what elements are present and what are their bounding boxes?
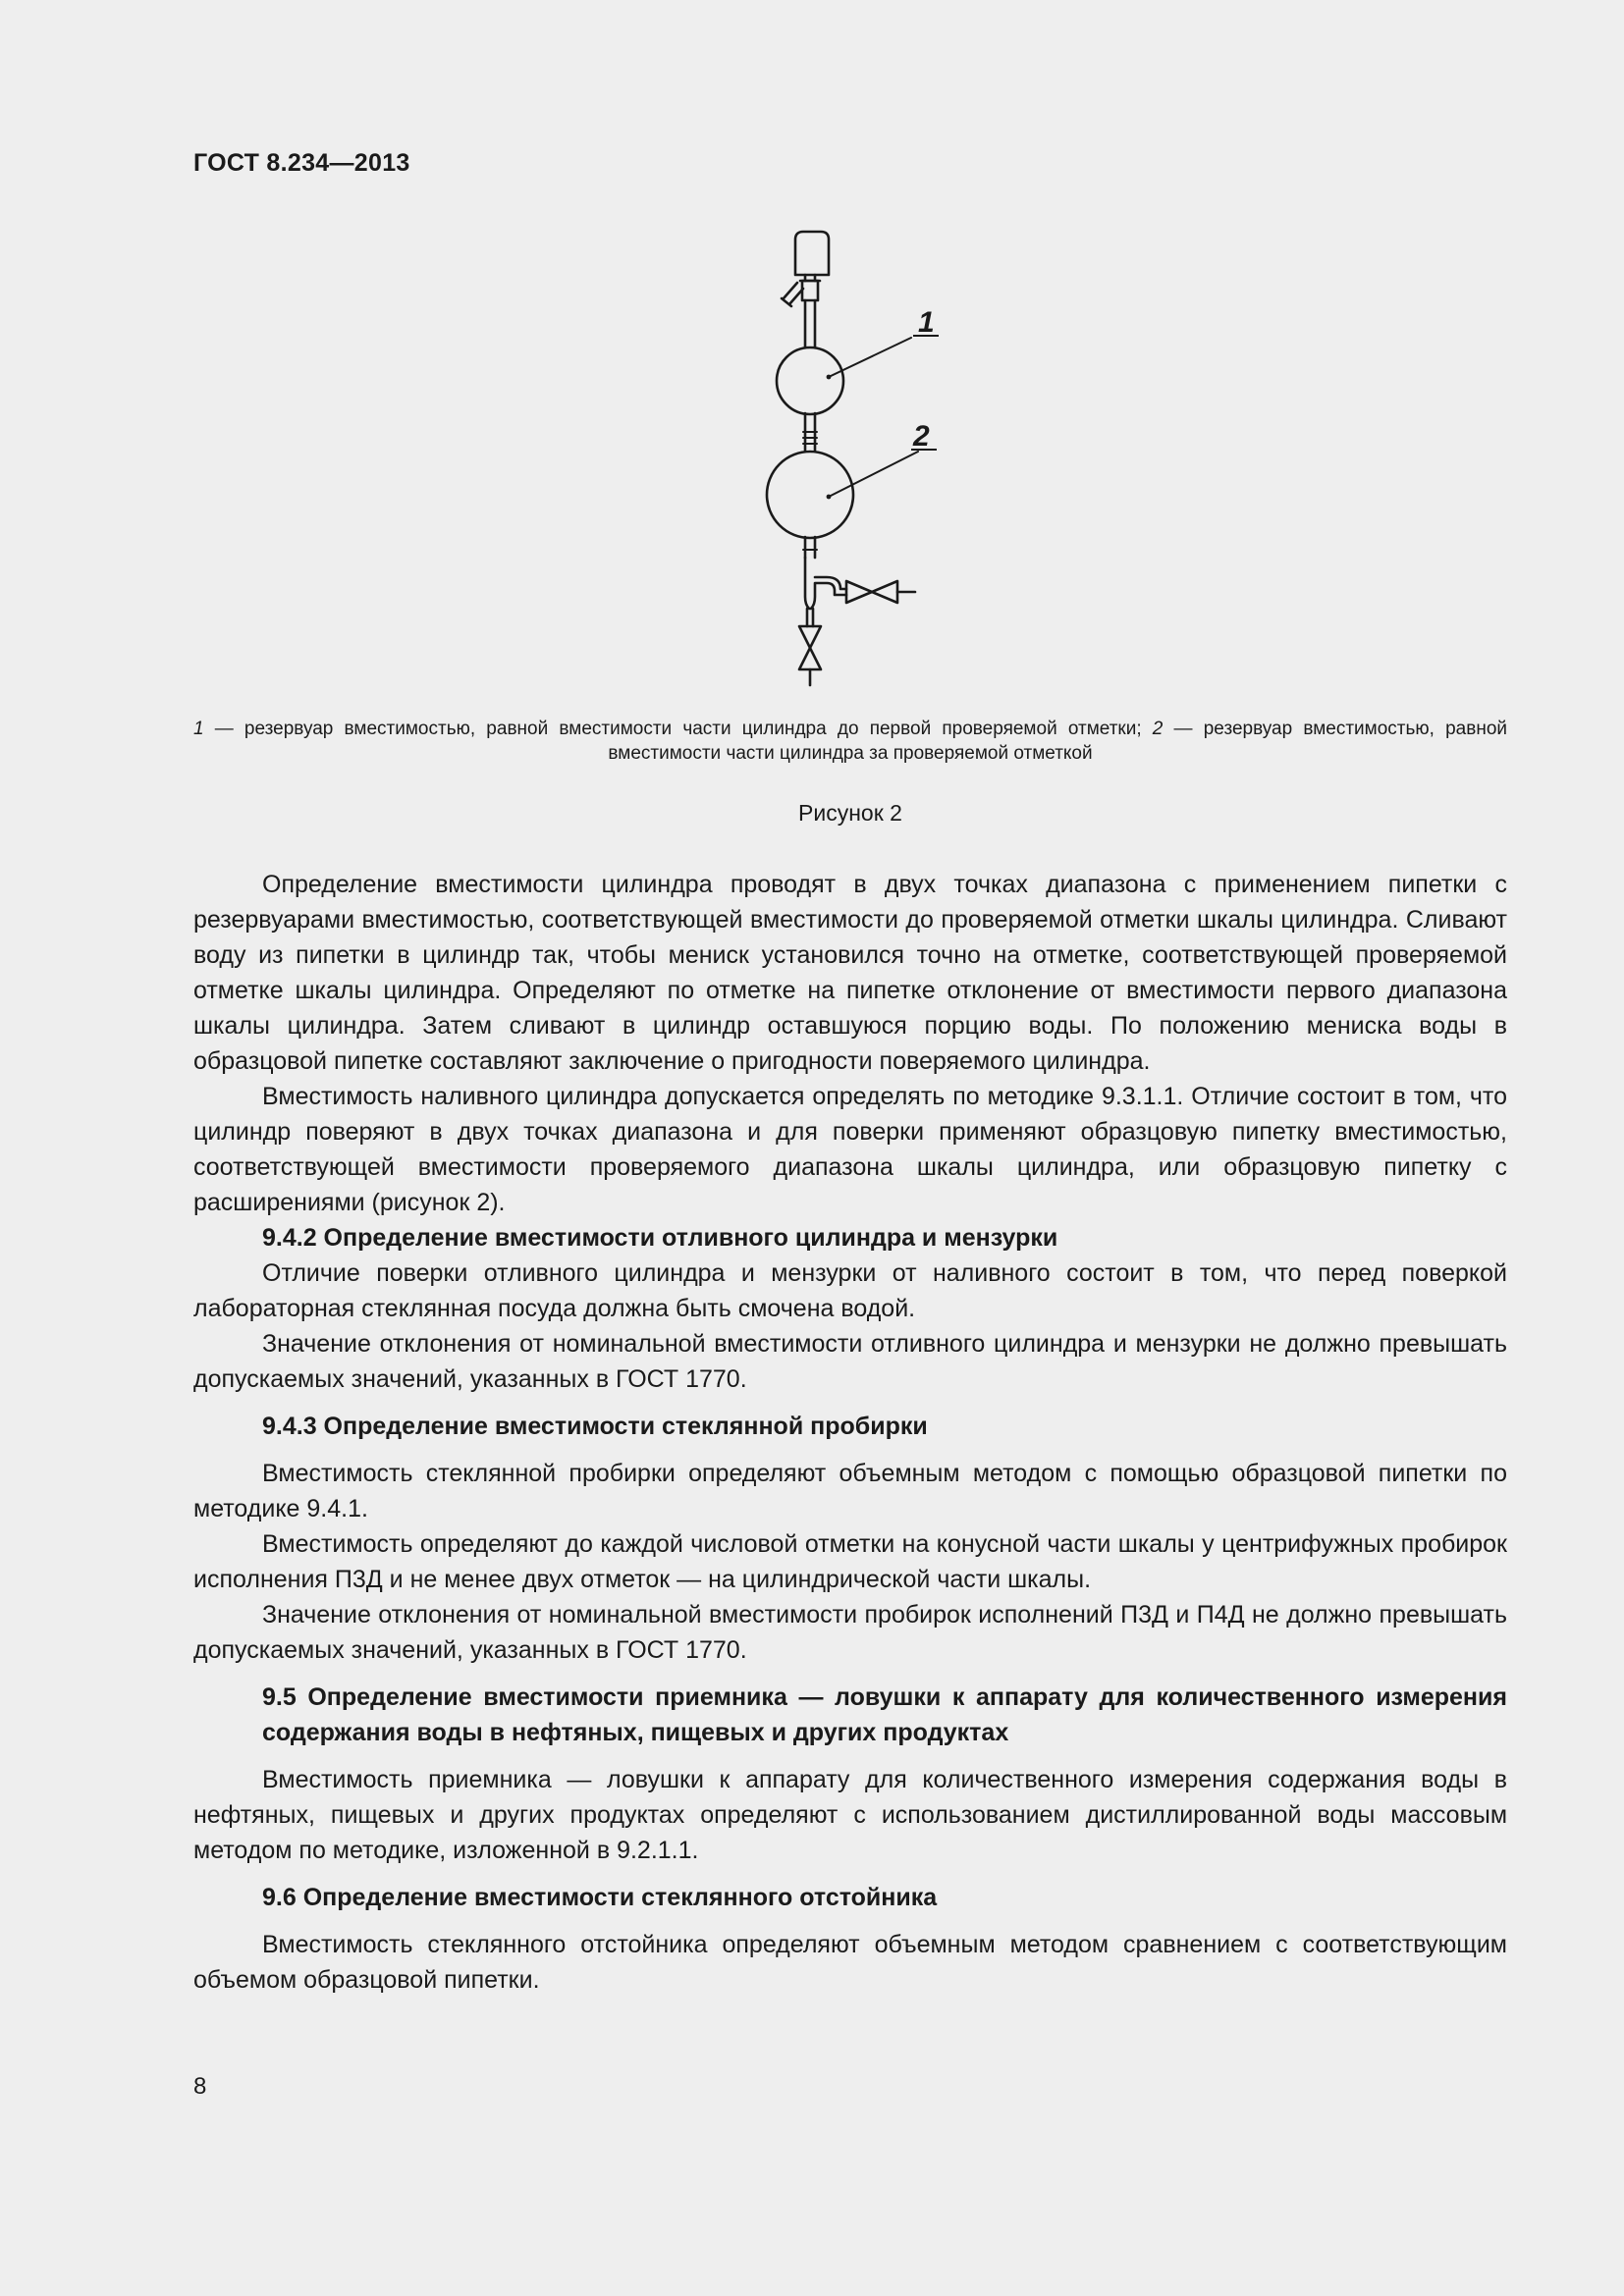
paragraph: Вместимость наливного цилиндра допускается определять по методике 9.3.1.1. Отличие состоит в том, что цилиндр поверяют в двух точках диапазона и для поверки применяют образцовую пипетку вместимостью, соответствующей вместимости проверяемого диапазона шкалы цилиндра, или образцовую пипетку с расширениями (рисунок 2). bbox=[193, 1083, 1507, 1216]
section-heading-9-4-2: 9.4.2 Определение вместимости отливного цилиндра и мензурки bbox=[262, 1224, 1058, 1252]
figure-caption bbox=[193, 717, 1507, 766]
bulb-connector bbox=[802, 281, 818, 300]
caption-text-2: — резервуар вместимостью, равной вместимости части цилиндра за проверяемой отметкой bbox=[608, 719, 1508, 764]
label-1: 1 bbox=[918, 306, 935, 339]
paragraph: Вместимость определяют до каждой числовой отметки на конусной части шкалы у центрифужных пробирок исполнения П3Д и не менее двух отметок — на цилиндрической части шкалы. bbox=[193, 1530, 1507, 1593]
bottom-valve bbox=[799, 626, 821, 648]
caption-num-2: 2 bbox=[1152, 719, 1164, 739]
paragraph: Значение отклонения от номинальной вместимости пробирок исполнений П3Д и П4Д не должно превышать допускаемых значений, указанных в ГОСТ 1770. bbox=[193, 1601, 1507, 1664]
paragraph: Вместимость стеклянного отстойника определяют объемным методом сравнением с соответствующим объемом образцовой пипетки. bbox=[193, 1931, 1507, 1994]
paragraph: Значение отклонения от номинальной вместимости отливного цилиндра и мензурки не должно превышать допускаемых значений, указанных в ГОСТ 1770. bbox=[193, 1330, 1507, 1393]
section-heading-9-6: 9.6 Определение вместимости стеклянного отстойника bbox=[262, 1884, 938, 1911]
paragraph: Вместимость стеклянной пробирки определяют объемным методом с помощью образцовой пипетки по методике 9.4.1. bbox=[193, 1460, 1507, 1522]
caption-num-1: 1 bbox=[193, 719, 204, 739]
section-heading-9-4-3: 9.4.3 Определение вместимости стеклянной пробирки bbox=[262, 1413, 928, 1440]
body-text bbox=[193, 867, 1507, 1998]
side-valve bbox=[846, 581, 872, 603]
page-number: 8 bbox=[193, 2073, 207, 2100]
rubber-bulb bbox=[795, 232, 829, 275]
reservoir-2 bbox=[767, 452, 853, 538]
paragraph: Отличие поверки отливного цилиндра и мензурки от наливного состоит в том, что перед поверкой лабораторная стеклянная посуда должна быть смочена водой. bbox=[193, 1259, 1507, 1322]
pipette-diagram bbox=[746, 224, 962, 695]
figure-title: Рисунок 2 bbox=[798, 800, 902, 826]
label-2: 2 bbox=[913, 420, 930, 453]
paragraph: Определение вместимости цилиндра проводят в двух точках диапазона с применением пипетки с резервуарами вместимостью, соответствующей вместимости до проверяемой отметки шкалы цилиндра. Сливают воду из пипетки в цилиндр так, чтобы мениск установился точно на отметке, соответствующей проверяемой отметке шкалы цилиндра. Определяют по отметке на пипетке отклонение от вместимости первого диапазона шкалы цилиндра. Затем сливают в цилиндр оставшуюся порцию воды. По положению мениска воды в образцовой пипетке составляют заключение о пригодности поверяемого цилиндра. bbox=[193, 871, 1507, 1075]
caption-text-1: — резервуар вместимостью, равной вместимости части цилиндра до первой проверяемой отметки; bbox=[203, 719, 1153, 739]
section-heading-9-5: 9.5 Определение вместимости приемника — ловушки к аппарату для количественного измерения содержания воды в нефтяных, пищевых и других продуктах bbox=[262, 1683, 1507, 1746]
reservoir-1 bbox=[777, 347, 843, 414]
document-header: ГОСТ 8.234—2013 bbox=[193, 149, 410, 177]
paragraph: Вместимость приемника — ловушки к аппарату для количественного измерения содержания воды в нефтяных, пищевых и других продуктах определяют с использованием дистиллированной воды массовым методом по методике, изложенной в 9.2.1.1. bbox=[193, 1766, 1507, 1864]
